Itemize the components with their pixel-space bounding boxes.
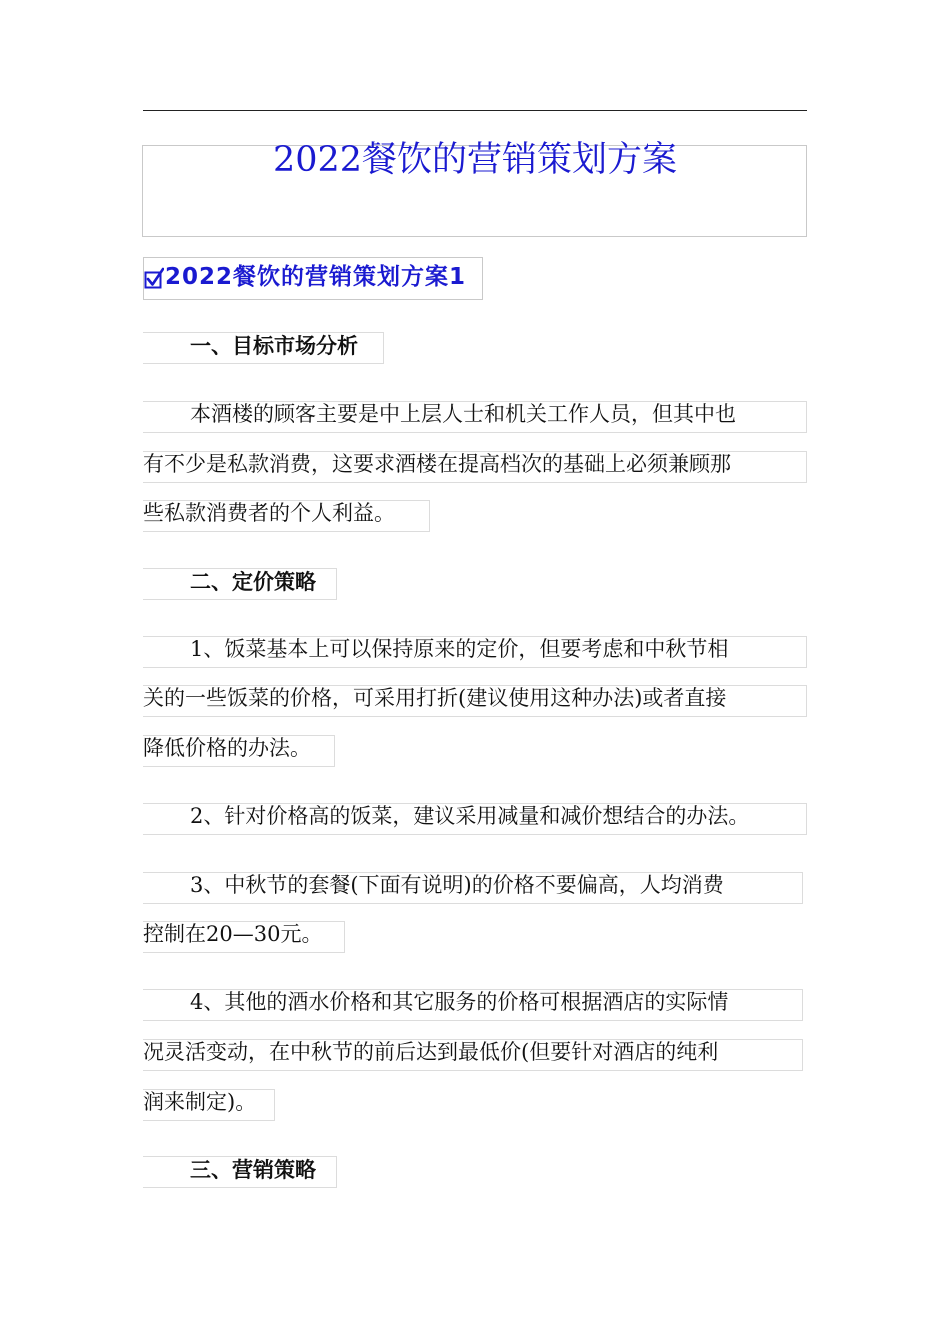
top-rule	[143, 110, 807, 111]
paragraph-line: 况灵活变动，在中秋节的前后达到最低价(但要针对酒店的纯利	[143, 1040, 719, 1064]
heading-target-market: 一、目标市场分析	[190, 334, 358, 358]
paragraph-line: 有不少是私款消费，这要求酒楼在提高档次的基础上必须兼顾那	[143, 452, 731, 476]
paragraph-line: 2、针对价格高的饭菜，建议采用减量和减价想结合的办法。	[190, 804, 750, 828]
paragraph-line: 降低价格的办法。	[143, 736, 311, 760]
document-title: 2022餐饮的营销策划方案	[272, 140, 678, 180]
paragraph-line: 本酒楼的顾客主要是中上层人士和机关工作人员，但其中也	[190, 402, 736, 426]
paragraph-line: 润来制定)。	[143, 1090, 257, 1114]
paragraph-line: 4、其他的酒水价格和其它服务的价格可根据酒店的实际情	[190, 990, 729, 1014]
paragraph-line: 关的一些饭菜的价格，可采用打折(建议使用这种办法)或者直接	[143, 686, 727, 710]
paragraph-line: 些私款消费者的个人利益。	[143, 501, 395, 525]
checked-box-icon	[144, 267, 164, 291]
paragraph-line: 3、中秋节的套餐(下面有说明)的价格不要偏高，人均消费	[190, 873, 724, 897]
paragraph-line: 1、饭菜基本上可以保持原来的定价，但要考虑和中秋节相	[190, 637, 729, 661]
section-title: 2022餐饮的营销策划方案1	[165, 264, 467, 290]
heading-marketing-strategy: 三、营销策略	[190, 1158, 316, 1182]
heading-pricing-strategy: 二、定价策略	[190, 570, 316, 594]
paragraph-line: 控制在20—30元。	[143, 922, 323, 946]
